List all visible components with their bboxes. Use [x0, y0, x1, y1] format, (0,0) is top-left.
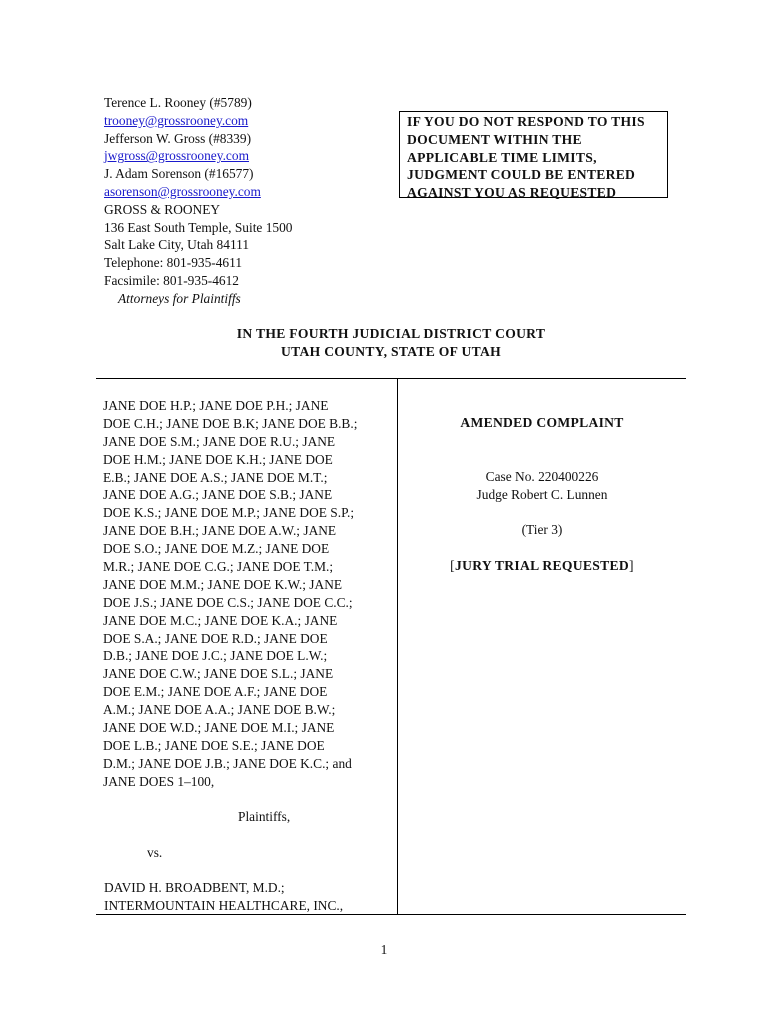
plaintiff-line: DOE C.H.; JANE DOE B.K; JANE DOE B.B.;: [103, 415, 358, 431]
plaintiff-line: D.B.; JANE DOE J.C.; JANE DOE L.W.;: [103, 648, 328, 664]
plaintiff-line: JANE DOE M.M.; JANE DOE K.W.; JANE: [103, 576, 343, 592]
plaintiff-line: DOE E.M.; JANE DOE A.F.; JANE DOE: [103, 684, 328, 700]
plaintiff-line: A.M.; JANE DOE A.A.; JANE DOE B.W.;: [103, 702, 336, 718]
attorneys-for-label: Attorneys for Plaintiffs: [118, 290, 241, 306]
plaintiff-line: DOE J.S.; JANE DOE C.S.; JANE DOE C.C.;: [103, 594, 353, 610]
plaintiff-line: E.B.; JANE DOE A.S.; JANE DOE M.T.;: [103, 469, 328, 485]
caption-top-rule: [96, 378, 686, 379]
firm-address-city: Salt Lake City, Utah 84111: [104, 237, 250, 253]
notice-line: JUDGMENT COULD BE ENTERED: [407, 167, 636, 183]
firm-telephone: Telephone: 801-935-4611: [104, 255, 243, 271]
judge-name: Judge Robert C. Lunnen: [476, 487, 608, 502]
notice-line: DOCUMENT WITHIN THE: [407, 131, 582, 147]
plaintiffs-list: [103, 397, 395, 791]
plaintiff-line: JANE DOE H.P.; JANE DOE P.H.; JANE: [103, 398, 329, 413]
firm-address-street: 136 East South Temple, Suite 1500: [104, 219, 293, 235]
plaintiff-line: DOE L.B.; JANE DOE S.E.; JANE DOE: [103, 737, 325, 753]
plaintiff-line: DOE S.A.; JANE DOE R.D.; JANE DOE: [103, 630, 328, 646]
attorney-name: Jefferson W. Gross (#8339): [104, 130, 252, 146]
document-title: AMENDED COMPLAINT: [460, 415, 624, 430]
court-county: UTAH COUNTY, STATE OF UTAH: [281, 344, 501, 359]
notice-line: IF YOU DO NOT RESPOND TO THIS: [407, 114, 645, 129]
jury-close-bracket: ]: [628, 558, 634, 573]
plaintiff-line: JANE DOES 1–100,: [103, 773, 215, 789]
attorney-name: Terence L. Rooney (#5789): [104, 95, 252, 110]
plaintiff-line: DOE S.O.; JANE DOE M.Z.; JANE DOE: [103, 541, 330, 557]
plaintiffs-label: Plaintiffs,: [238, 809, 291, 824]
plaintiff-line: D.M.; JANE DOE J.B.; JANE DOE K.C.; and: [103, 755, 352, 771]
court-heading: [96, 325, 686, 361]
notice-line: AGAINST YOU AS REQUESTED: [407, 185, 617, 201]
plaintiff-line: JANE DOE A.G.; JANE DOE S.B.; JANE: [103, 487, 333, 503]
jury-open-bracket: [: [450, 558, 455, 573]
plaintiff-line: DOE K.S.; JANE DOE M.P.; JANE DOE S.P.;: [103, 505, 355, 521]
attorney-email-link[interactable]: asorenson@grossrooney.com: [104, 183, 261, 199]
attorney-name: J. Adam Sorenson (#16577): [104, 166, 254, 182]
attorney-email-link[interactable]: trooney@grossrooney.com: [104, 112, 249, 128]
plaintiff-line: JANE DOE B.H.; JANE DOE A.W.; JANE: [103, 523, 337, 539]
attorney-block: [104, 94, 384, 308]
attorney-email-link[interactable]: jwgross@grossrooney.com: [104, 148, 249, 164]
plaintiff-line: JANE DOE S.M.; JANE DOE R.U.; JANE: [103, 433, 336, 449]
plaintiff-line: JANE DOE W.D.; JANE DOE M.I.; JANE: [103, 720, 335, 736]
caption-divider: [397, 379, 398, 914]
plaintiff-line: M.R.; JANE DOE C.G.; JANE DOE T.M.;: [103, 559, 334, 575]
jury-trial-request: [398, 558, 686, 574]
plaintiff-line: DOE H.M.; JANE DOE K.H.; JANE DOE: [103, 451, 333, 467]
case-number: Case No. 220400226: [485, 469, 599, 484]
jury-trial-text: JURY TRIAL REQUESTED: [455, 558, 629, 573]
firm-facsimile: Facsimile: 801-935-4612: [104, 272, 240, 288]
notice-line: APPLICABLE TIME LIMITS,: [407, 149, 597, 165]
plaintiff-line: JANE DOE C.W.; JANE DOE S.L.; JANE: [103, 666, 334, 682]
versus-label: vs.: [147, 845, 163, 860]
plaintiff-line: JANE DOE M.C.; JANE DOE K.A.; JANE: [103, 612, 338, 628]
response-notice-box: [399, 111, 668, 201]
defendant-line: DAVID H. BROADBENT, M.D.;: [104, 880, 285, 895]
court-name: IN THE FOURTH JUDICIAL DISTRICT COURT: [236, 326, 546, 341]
defendants-list: [104, 879, 343, 915]
firm-name: GROSS & ROONEY: [104, 201, 221, 217]
page-number: 1: [380, 942, 388, 957]
tier-label: (Tier 3): [521, 522, 563, 537]
defendant-line: INTERMOUNTAIN HEALTHCARE, INC.,: [104, 897, 344, 913]
